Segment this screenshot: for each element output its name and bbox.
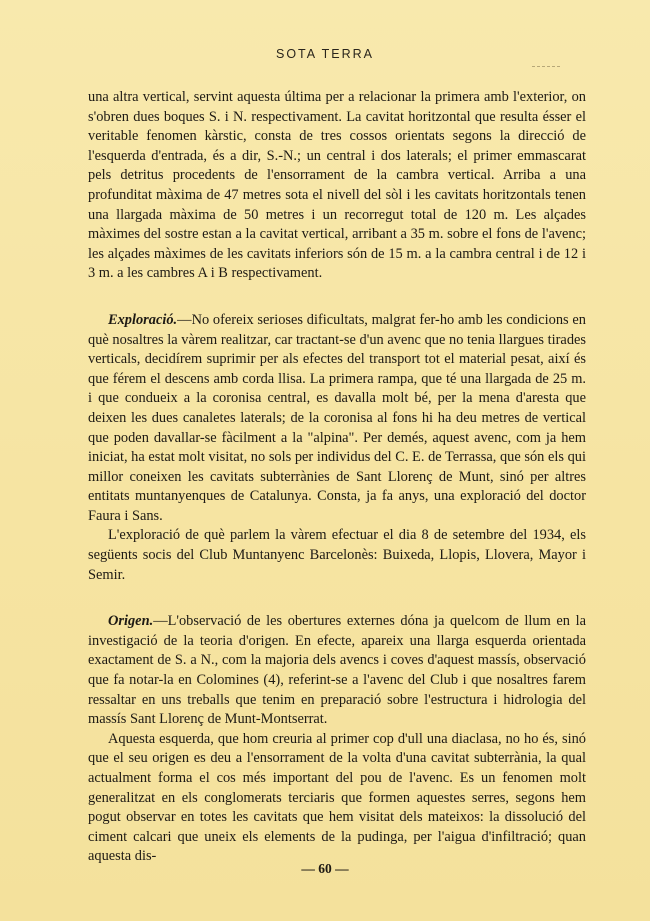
running-title: SOTA TERRA [275,47,375,61]
exploracio-heading: Exploració. [108,311,178,328]
page-number: — 60 — [301,861,349,876]
body-text [88,88,586,867]
origen-paragraph [88,612,586,730]
section-gap [88,284,586,311]
exploracio-paragraph [88,311,586,527]
origen-paragraph-2: Aquesta esquerda, que hom creuria al primer cop d'ull una diaclasa, no ho és, sinó que el seu origen es deu a l'ensorrament de la volta d'una cavitat subterrània, la qual actualment forma el cos més important del pou de l'avenc. Es un fenomen molt generalitzat en els conglomerats terciaris que formen aquestes serres, segons hem pogut observar en totes les cavitats que hem visitat dels mateixos: la dissolució del ciment calcari que uneix els elements de la pudinga, per l'aigua d'infiltració; quan aquesta dis- [88,730,586,865]
exploracio-paragraph-2: L'exploració de què parlem la vàrem efectuar el dia 8 de setembre del 1934, els següents socis del Club Muntanyenc Barcelonès: Buixeda, Llopis, Llovera, Mayor i Semir. [88,527,586,583]
section-gap [88,585,586,612]
header-mark [532,66,560,67]
intro-paragraph: una altra vertical, servint aquesta última per a relacionar la primera amb l'exterior, on s'obren dues boques S. i N. respectivament. La cavitat horitzontal que resulta ésser el veritable fenomen kàrstic, consta de tres cossos orientats segons la direcció de l'esquerda d'entrada, és a dir, S.-N.; un central i dos laterals; el primer emmascarat pels detritus procedents de l'ensorrament de la cambra vertical. Arriba a una profunditat màxima de 47 metres sota el nivell del sòl i les cavitats horitzontals tenen una llargada màxima de 50 metres i un recorregut total de 120 m. Les alçades màximes del sostre estan a la cavitat vertical, arribant a 35 m. sobre el fons de l'avenc; les alçades màximes de les cavitats inferiors són de 15 m. a la cambra central i de 12 i 3 m. a les cambres A i B respectivament. [88,89,586,282]
origen-heading: Origen. [108,613,154,630]
exploracio-text: —No ofereix serioses dificultats, malgrat fer-ho amb les condicions en què nosaltres la vàrem realitzar, car tractant-se d'un avenc que no tenia llargues tirades verticals, decidírem suprimir per als efectes del transport tot el material pesat, així és que férem el descens amb corda llisa. La primera rampa, que té una llargada de 25 m. i que condueix a la coronisa central, es davalla molt bé, per la mena d'aresta que deixen les dues canaletes laterals; de la coronisa al fons hi ha deu metres de vertical que poden davallar-se fàcilment a la "alpina". Per demés, aquest avenc, com ja hem iniciat, ha estat molt visitat, no sols per individus del C. E. de Terrassa, que són els qui millor coneixen les cavitats subterrànies de Sant Llorenç de Munt, sinó per altres entitats muntanyenques de Catalunya. Consta, ja fa anys, una exploració del doctor Faura i Sans. [88,311,586,524]
origen-text: —L'observació de les obertures externes dóna ja quelcom de llum en la investigació de la teoria d'origen. En efecte, apareix una llarga esquerda orientada exactament de S. a N., com la majoria dels avencs i coves d'aquest massís, observació que fa notar-la en Colomines (4), referint-se a l'avenc del Club i que nosaltres farem ressaltar en uns treballs que tenim en preparació sobre l'estructura i hidrologia del massís Sant Llorenç de Munt-Montserrat. [88,613,586,728]
